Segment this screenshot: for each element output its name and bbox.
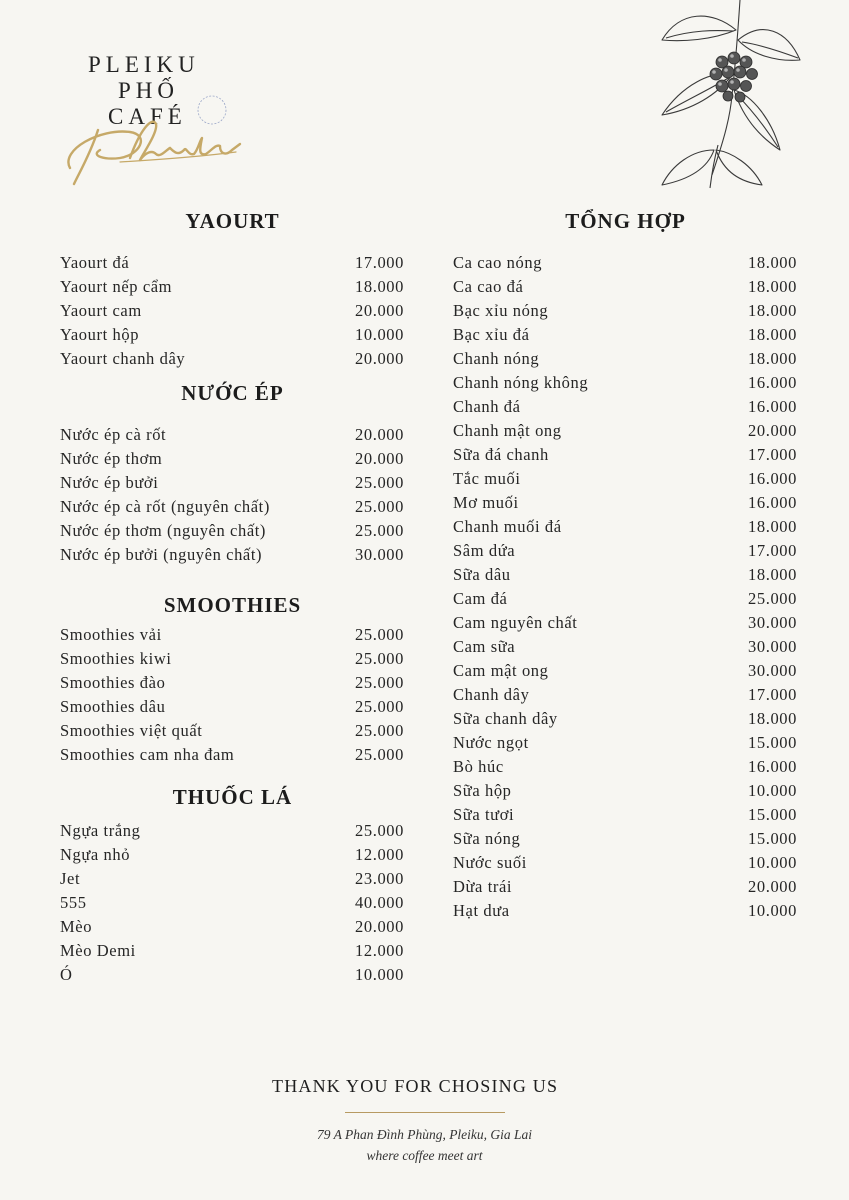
item-name: Nước ép thơm (nguyên chất) [60, 521, 267, 540]
menu-item [60, 299, 405, 323]
menu-item [60, 275, 405, 299]
menu-item [60, 915, 405, 939]
menu-item [453, 755, 798, 779]
menu-item [60, 843, 405, 867]
item-name: Sữa nóng [453, 829, 521, 848]
menu-item [453, 299, 798, 323]
item-price: 16.000 [748, 397, 797, 416]
item-name: Sữa đá chanh [453, 445, 549, 464]
item-name: Bạc xỉu đá [453, 325, 530, 344]
menu-item [453, 707, 798, 731]
item-name: Smoothies việt quất [60, 721, 203, 740]
item-price: 10.000 [748, 853, 797, 872]
menu-item [453, 779, 798, 803]
item-price: 25.000 [355, 745, 404, 764]
menu-item [453, 683, 798, 707]
item-price: 25.000 [355, 821, 404, 840]
item-name: Sâm dứa [453, 541, 516, 560]
item-name: Smoothies dâu [60, 697, 166, 716]
item-price: 25.000 [355, 473, 404, 492]
section-title: SMOOTHIES [163, 593, 302, 617]
item-name: Yaourt đá [60, 253, 130, 272]
item-name: Mèo Demi [60, 941, 136, 960]
item-name: Cam sữa [453, 637, 516, 656]
section-title: THUỐC LÁ [172, 785, 293, 809]
menu-item [453, 827, 798, 851]
item-price: 17.000 [748, 445, 797, 464]
menu-item [60, 695, 405, 719]
section-title: TỔNG HỢP [565, 209, 686, 233]
menu-item [453, 899, 798, 923]
item-price: 15.000 [748, 805, 797, 824]
item-name: Dừa trái [453, 877, 513, 896]
item-price: 20.000 [355, 425, 404, 444]
item-price: 12.000 [355, 941, 404, 960]
item-price: 18.000 [748, 517, 797, 536]
item-price: 10.000 [355, 325, 404, 344]
item-name: Ngựa trắng [60, 821, 141, 840]
item-name: Hạt dưa [453, 901, 510, 920]
menu-item [60, 963, 405, 987]
item-price: 12.000 [355, 845, 404, 864]
item-price: 30.000 [355, 545, 404, 564]
menu-item [453, 515, 798, 539]
menu-item [453, 251, 798, 275]
menu-item [453, 443, 798, 467]
item-name: Chanh nóng [453, 349, 540, 368]
item-price: 25.000 [748, 589, 797, 608]
item-price: 18.000 [748, 253, 797, 272]
section-title: YAOURT [185, 209, 280, 233]
item-name: Yaourt nếp cẩm [60, 277, 173, 296]
item-price: 20.000 [355, 917, 404, 936]
menu-item [60, 939, 405, 963]
menu-item [453, 659, 798, 683]
menu-item [60, 251, 405, 275]
menu-right-column [453, 205, 798, 923]
menu-item [453, 323, 798, 347]
item-price: 16.000 [748, 469, 797, 488]
item-name: Yaourt chanh dây [60, 349, 186, 368]
item-name: Jet [60, 869, 81, 888]
item-name: Sữa dâu [453, 565, 511, 584]
menu-item [453, 563, 798, 587]
item-name: Sữa tươi [453, 805, 515, 824]
item-price: 20.000 [748, 877, 797, 896]
item-price: 25.000 [355, 521, 404, 540]
item-price: 10.000 [748, 901, 797, 920]
menu-item [60, 647, 405, 671]
item-price: 20.000 [355, 301, 404, 320]
item-name: Cam mật ong [453, 661, 549, 680]
menu-item [60, 671, 405, 695]
brand-line-3: CAFÉ [108, 104, 187, 129]
item-name: Chanh dây [453, 685, 530, 704]
menu-left-column [60, 205, 405, 987]
item-name: 555 [60, 893, 87, 912]
item-price: 25.000 [355, 497, 404, 516]
menu-item [453, 395, 798, 419]
item-price: 40.000 [355, 893, 404, 912]
item-price: 30.000 [748, 661, 797, 680]
item-name: Ó [60, 965, 73, 984]
item-price: 18.000 [748, 325, 797, 344]
item-name: Sữa hộp [453, 781, 512, 800]
item-price: 10.000 [355, 965, 404, 984]
item-price: 25.000 [355, 697, 404, 716]
item-price: 18.000 [748, 709, 797, 728]
menu-item [453, 539, 798, 563]
item-price: 20.000 [748, 421, 797, 440]
menu-item [60, 347, 405, 371]
item-name: Nước suối [453, 853, 527, 872]
menu-item [453, 419, 798, 443]
menu-item [60, 891, 405, 915]
menu-item [60, 495, 405, 519]
menu-item [453, 875, 798, 899]
tagline-text: where coffee meet art [366, 1148, 483, 1163]
item-price: 15.000 [748, 829, 797, 848]
item-price: 30.000 [748, 613, 797, 632]
item-name: Chanh mật ong [453, 421, 562, 440]
menu-item [453, 347, 798, 371]
menu-item [60, 471, 405, 495]
footer-divider [345, 1112, 505, 1113]
item-name: Chanh đá [453, 397, 521, 416]
brand-line-1: PLEIKU [88, 52, 200, 77]
item-price: 17.000 [748, 685, 797, 704]
thank-you-text: THANK YOU FOR CHOSING US [272, 1076, 559, 1096]
menu-item [60, 743, 405, 767]
item-price: 23.000 [355, 869, 404, 888]
menu-item [60, 543, 405, 567]
item-name: Nước ép thơm [60, 449, 163, 468]
item-name: Chanh nóng không [453, 373, 589, 392]
item-price: 18.000 [748, 301, 797, 320]
coffee-plant-illustration-icon [652, 0, 802, 190]
item-price: 18.000 [748, 349, 797, 368]
item-name: Bạc xỉu nóng [453, 301, 549, 320]
item-price: 25.000 [355, 721, 404, 740]
menu-item [60, 719, 405, 743]
item-price: 18.000 [748, 277, 797, 296]
item-price: 30.000 [748, 637, 797, 656]
menu-item [453, 851, 798, 875]
menu-item [60, 623, 405, 647]
stamp-icon [192, 90, 232, 130]
menu-item [60, 323, 405, 347]
item-price: 15.000 [748, 733, 797, 752]
item-name: Nước ngọt [453, 733, 529, 752]
item-name: Smoothies kiwi [60, 649, 172, 668]
menu-item [453, 371, 798, 395]
item-price: 16.000 [748, 757, 797, 776]
menu-item [453, 467, 798, 491]
menu-item [60, 423, 405, 447]
menu-item [453, 275, 798, 299]
section-title: NƯỚC ÉP [181, 381, 284, 405]
item-price: 18.000 [748, 565, 797, 584]
menu-item [60, 447, 405, 471]
menu-item [453, 731, 798, 755]
item-name: Yaourt hộp [60, 325, 140, 344]
item-name: Mơ muối [453, 493, 519, 512]
item-name: Smoothies vải [60, 625, 162, 644]
item-price: 25.000 [355, 649, 404, 668]
address-text: 79 A Phan Đình Phùng, Pleiku, Gia Lai [316, 1127, 533, 1142]
menu-item [453, 803, 798, 827]
item-price: 17.000 [355, 253, 404, 272]
menu-item [60, 819, 405, 843]
item-price: 25.000 [355, 625, 404, 644]
item-name: Ngựa nhỏ [60, 845, 131, 864]
item-name: Yaourt cam [60, 301, 142, 320]
item-name: Smoothies cam nha đam [60, 745, 235, 764]
item-name: Ca cao nóng [453, 253, 543, 272]
item-name: Bò húc [453, 757, 504, 776]
item-name: Nước ép bưởi (nguyên chất) [60, 545, 263, 564]
item-name: Nước ép cà rốt [60, 425, 167, 444]
item-price: 10.000 [748, 781, 797, 800]
item-name: Mèo [60, 917, 93, 936]
menu-item [60, 867, 405, 891]
menu-item [60, 519, 405, 543]
item-price: 16.000 [748, 493, 797, 512]
item-price: 16.000 [748, 373, 797, 392]
item-name: Smoothies đào [60, 673, 166, 692]
item-name: Chanh muối đá [453, 517, 562, 536]
item-price: 17.000 [748, 541, 797, 560]
item-price: 20.000 [355, 349, 404, 368]
item-name: Nước ép cà rốt (nguyên chất) [60, 497, 270, 516]
menu-item [453, 491, 798, 515]
item-name: Ca cao đá [453, 277, 524, 296]
item-price: 20.000 [355, 449, 404, 468]
item-name: Tắc muối [453, 469, 521, 488]
item-price: 25.000 [355, 673, 404, 692]
menu-item [453, 587, 798, 611]
item-name: Cam nguyên chất [453, 613, 578, 632]
item-name: Nước ép bưởi [60, 473, 159, 492]
item-name: Sữa chanh dây [453, 709, 558, 728]
brand-logo [60, 50, 260, 190]
item-name: Cam đá [453, 589, 508, 608]
brand-line-2: PHỐ [118, 78, 180, 103]
menu-item [453, 611, 798, 635]
menu-item [453, 635, 798, 659]
item-price: 18.000 [355, 277, 404, 296]
